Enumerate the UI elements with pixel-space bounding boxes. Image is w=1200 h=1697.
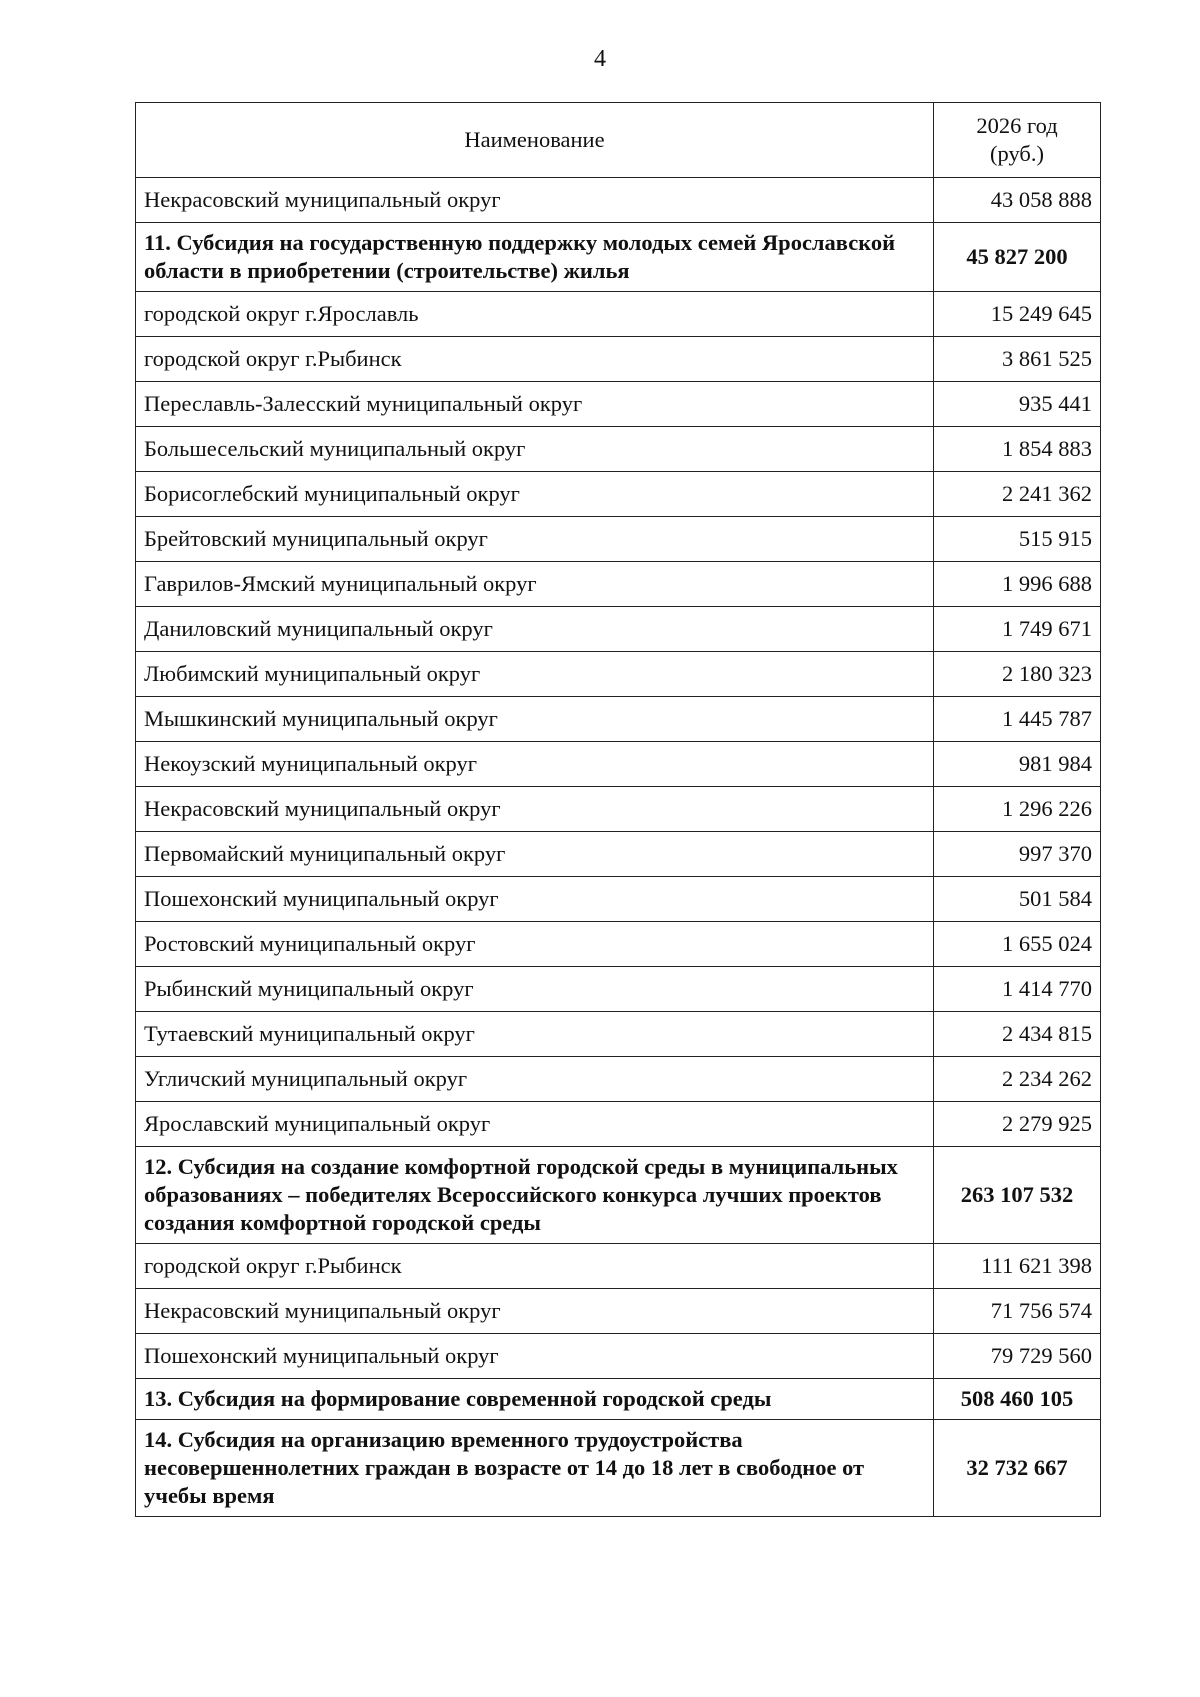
- table-row: [136, 337, 1101, 382]
- row-amount: 981 984: [934, 742, 1101, 787]
- row-name: Тутаевский муниципальный округ: [136, 1012, 934, 1057]
- table-row: [136, 787, 1101, 832]
- row-name: Некрасовский муниципальный округ: [136, 178, 934, 223]
- row-amount: 501 584: [934, 877, 1101, 922]
- row-name: Большесельский муниципальный округ: [136, 427, 934, 472]
- row-amount: 2 279 925: [934, 1102, 1101, 1147]
- row-amount: 935 441: [934, 382, 1101, 427]
- section-row: [136, 223, 1101, 292]
- section-title: 11. Субсидия на государственную поддержку молодых семей Ярославской области в приобретении (строительстве) жилья: [136, 223, 934, 292]
- row-name: Угличский муниципальный округ: [136, 1057, 934, 1102]
- table-row: [136, 1012, 1101, 1057]
- table-header-row: [136, 103, 1101, 178]
- row-name: Брейтовский муниципальный округ: [136, 517, 934, 562]
- row-amount: 1 414 770: [934, 967, 1101, 1012]
- table-row: [136, 1289, 1101, 1334]
- row-amount: 515 915: [934, 517, 1101, 562]
- table-row: [136, 652, 1101, 697]
- table-row: [136, 292, 1101, 337]
- row-name: Первомайский муниципальный округ: [136, 832, 934, 877]
- row-amount: 79 729 560: [934, 1334, 1101, 1379]
- row-name: Пошехонский муниципальный округ: [136, 877, 934, 922]
- row-name: Мышкинский муниципальный округ: [136, 697, 934, 742]
- table-row: [136, 1102, 1101, 1147]
- section-row: [136, 1147, 1101, 1244]
- table-row: [136, 832, 1101, 877]
- row-name: Переславль-Залесский муниципальный округ: [136, 382, 934, 427]
- row-amount: 1 996 688: [934, 562, 1101, 607]
- table-body: [136, 178, 1101, 1517]
- row-amount: 111 621 398: [934, 1244, 1101, 1289]
- row-amount: 2 434 815: [934, 1012, 1101, 1057]
- row-amount: 1 749 671: [934, 607, 1101, 652]
- row-amount: 1 655 024: [934, 922, 1101, 967]
- header-value: [934, 103, 1101, 178]
- table-row: [136, 697, 1101, 742]
- table-row: [136, 742, 1101, 787]
- row-amount: 15 249 645: [934, 292, 1101, 337]
- section-title: 12. Субсидия на создание комфортной городской среды в муниципальных образованиях – победителях Всероссийского конкурса лучших проектов создания комфортной городской среды: [136, 1147, 934, 1244]
- row-name: Борисоглебский муниципальный округ: [136, 472, 934, 517]
- row-name: Некоузский муниципальный округ: [136, 742, 934, 787]
- row-amount: 1 296 226: [934, 787, 1101, 832]
- row-name: Рыбинский муниципальный округ: [136, 967, 934, 1012]
- row-amount: 997 370: [934, 832, 1101, 877]
- row-name: городской округ г.Ярославль: [136, 292, 934, 337]
- section-row: [136, 1420, 1101, 1517]
- table-row: [136, 562, 1101, 607]
- row-name: Даниловский муниципальный округ: [136, 607, 934, 652]
- table-row: [136, 517, 1101, 562]
- row-name: Ростовский муниципальный округ: [136, 922, 934, 967]
- row-name: городской округ г.Рыбинск: [136, 1244, 934, 1289]
- row-amount: 43 058 888: [934, 178, 1101, 223]
- section-total: 263 107 532: [934, 1147, 1101, 1244]
- header-name: Наименование: [136, 103, 934, 178]
- table-row: [136, 1244, 1101, 1289]
- row-name: Гаврилов-Ямский муниципальный округ: [136, 562, 934, 607]
- row-name: Ярославский муниципальный округ: [136, 1102, 934, 1147]
- row-name: Некрасовский муниципальный округ: [136, 787, 934, 832]
- row-name: Некрасовский муниципальный округ: [136, 1289, 934, 1334]
- table-row: [136, 877, 1101, 922]
- row-amount: 3 861 525: [934, 337, 1101, 382]
- row-amount: 71 756 574: [934, 1289, 1101, 1334]
- section-total: 45 827 200: [934, 223, 1101, 292]
- table-row: [136, 922, 1101, 967]
- table-row: [136, 427, 1101, 472]
- table-row: [136, 607, 1101, 652]
- subsidy-table: [135, 102, 1101, 1517]
- row-amount: 2 234 262: [934, 1057, 1101, 1102]
- section-title: 14. Субсидия на организацию временного трудоустройства несовершеннолетних граждан в возрасте от 14 до 18 лет в свободное от учебы время: [136, 1420, 934, 1517]
- row-amount: 2 180 323: [934, 652, 1101, 697]
- row-name: Любимский муниципальный округ: [136, 652, 934, 697]
- row-amount: 1 445 787: [934, 697, 1101, 742]
- row-name: городской округ г.Рыбинск: [136, 337, 934, 382]
- section-row: [136, 1379, 1101, 1420]
- table-row: [136, 1334, 1101, 1379]
- header-value-year: 2026 год: [976, 113, 1058, 138]
- row-amount: 2 241 362: [934, 472, 1101, 517]
- section-title: 13. Субсидия на формирование современной городской среды: [136, 1379, 934, 1420]
- row-amount: 1 854 883: [934, 427, 1101, 472]
- section-total: 32 732 667: [934, 1420, 1101, 1517]
- table-row: [136, 967, 1101, 1012]
- page-number: 4: [594, 46, 606, 72]
- table-row: [136, 1057, 1101, 1102]
- header-value-unit: (руб.): [990, 141, 1044, 166]
- section-total: 508 460 105: [934, 1379, 1101, 1420]
- table-row: [136, 382, 1101, 427]
- table-row: [136, 472, 1101, 517]
- row-name: Пошехонский муниципальный округ: [136, 1334, 934, 1379]
- table-row: [136, 178, 1101, 223]
